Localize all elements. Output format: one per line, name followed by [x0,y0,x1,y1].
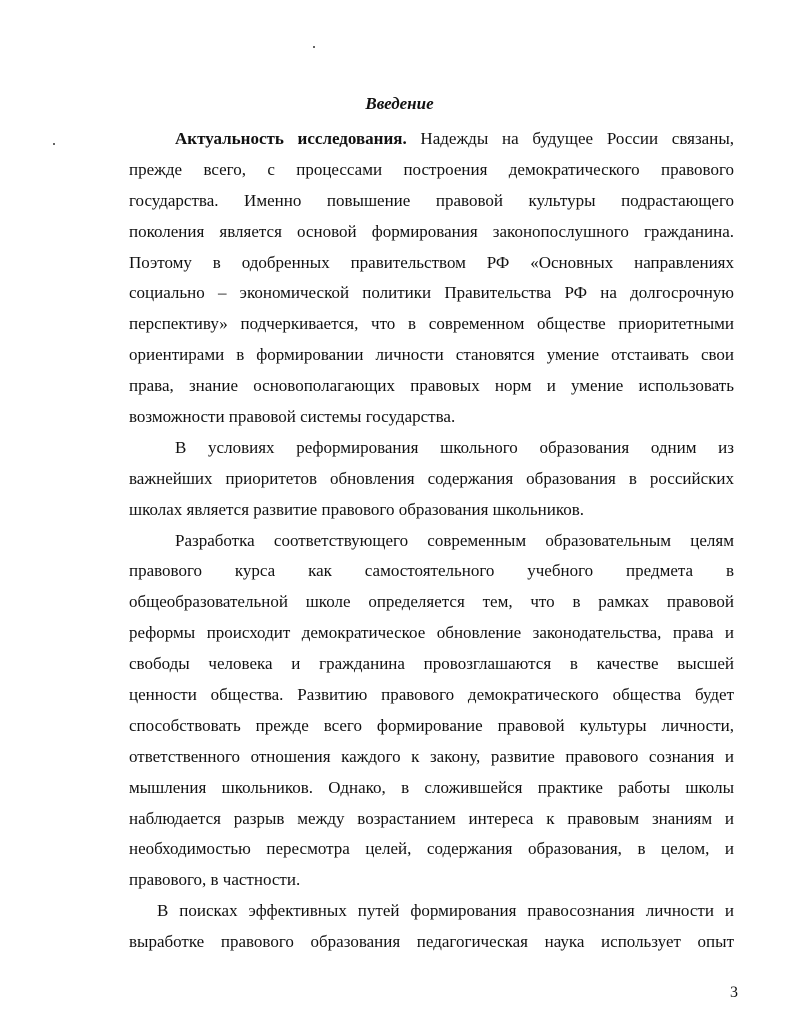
paragraph-line: необходимостью пересмотра целей, содержания образования, в целом, и [129,839,734,859]
page-number: 3 [730,984,738,1001]
scan-speck [313,46,315,48]
paragraph-line: перспективу» подчеркивается, что в современном обществе приоритетными [129,314,734,334]
paragraph-line: В условиях реформирования школьного образования одним из [175,437,734,457]
paragraph-line: государства. Именно повышение правовой культуры подрастающего [129,190,734,210]
lead-bold-text: Актуальность исследования. [175,129,407,148]
paragraph-line-text: Надежды на будущее России связаны, [406,129,734,148]
paragraph-line: общеобразовательной школе определяется тем, что в рамках правовой [129,592,734,612]
paragraph-line: права, знание основополагающих правовых норм и умение использовать [129,376,734,396]
paragraph-line: ответственного отношения каждого к закону, развитие правового сознания и [129,746,734,766]
paragraph-line: выработке правового образования педагогическая наука использует опыт [129,932,734,952]
paragraph-line: мышления школьников. Однако, в сложившейся практике работы школы [129,777,734,797]
body-text [129,124,734,958]
paragraph-line: Разработка соответствующего современным образовательным целям [175,530,734,550]
paragraph-line: прежде всего, с процессами построения демократического правового [129,159,734,179]
paragraph-line: ценности общества. Развитию правового демократического общества будет [129,685,734,705]
section-heading: Введение [365,94,434,113]
paragraph-line: реформы происходит демократическое обновление законодательства, права и [129,623,734,643]
paragraph-line: ориентирами в формировании личности становятся умение отстаивать свои [129,345,734,365]
paragraph-line: возможности правовой системы государства. [129,407,456,427]
paragraph-line: Поэтому в одобренных правительством РФ «Основных направлениях [129,252,734,272]
paragraph-line: школах является развитие правового образования школьников. [129,499,585,519]
paragraph-line: социально – экономической политики Правительства РФ на долгосрочную [129,283,734,303]
paragraph-line: способствовать прежде всего формирование правовой культуры личности, [129,715,734,735]
paragraph-line: поколения является основой формирования законопослушного гражданина. [129,221,734,241]
paragraph-line: правового курса как самостоятельного учебного предмета в [129,561,734,581]
paragraph-line: наблюдается разрыв между возрастанием интереса к правовым знаниям и [129,808,734,828]
paragraph-line [129,124,734,155]
paragraph-line: свободы человека и гражданина провозглашаются в качестве высшей [129,654,734,674]
paragraph-line: важнейших приоритетов обновления содержания образования в российских [129,468,734,488]
paragraph-line: В поисках эффективных путей формирования правосознания личности и [157,901,734,921]
scan-speck [53,143,55,145]
paragraph-line: правового, в частности. [129,870,301,890]
